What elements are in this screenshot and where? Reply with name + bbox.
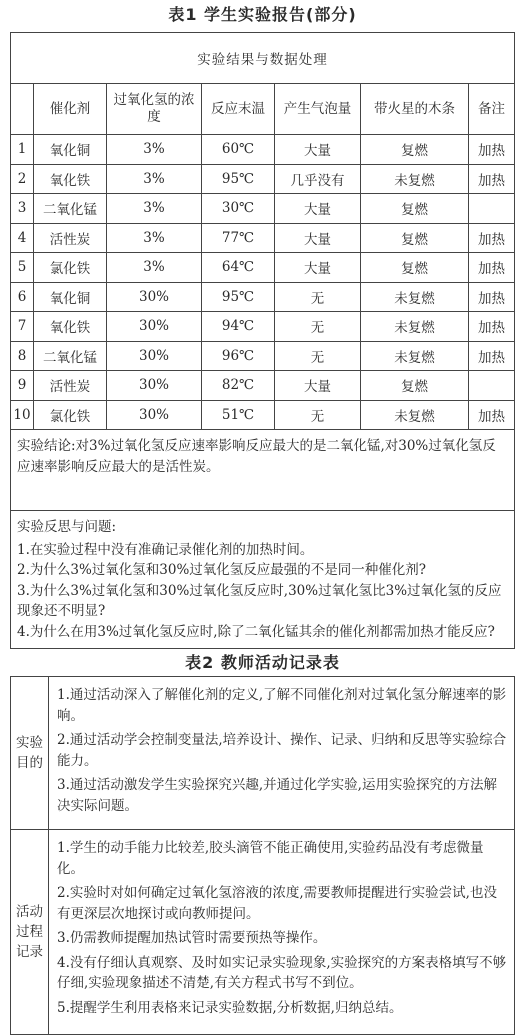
reflection-item: 4.为什么在用3%过氧化氢反应时,除了二氧化锰其余的催化剂都需加热才能反应? (17, 623, 495, 640)
header-cell: 催化剂 (34, 84, 107, 135)
table-row (11, 253, 515, 283)
table-cell: 30% (107, 312, 202, 342)
table-cell: 无 (275, 312, 361, 342)
goal-item: 2.通过活动学会控制变量法,培养设计、操作、记录、归纳和反思等实验综合能力。 (57, 732, 507, 769)
process-label-line: 活动 (16, 904, 43, 920)
table-cell: 复燃 (361, 135, 469, 165)
table-cell: 无 (275, 400, 361, 430)
student-report-table (10, 32, 515, 649)
table-cell: 氧化铜 (34, 282, 107, 312)
header-cell: 反应末温 (202, 84, 275, 135)
table-cell: 氧化铁 (34, 164, 107, 194)
table-cell: 96℃ (202, 341, 275, 371)
table-cell: 无 (275, 341, 361, 371)
table-cell: 大量 (275, 135, 361, 165)
process-item: 5.提醒学生利用表格来记录实验数据,分析数据,归纳总结。 (57, 999, 403, 1016)
table-row (11, 312, 515, 342)
table1-caption: 表1 学生实验报告(部分) (168, 5, 357, 24)
table-cell: 二氧化锰 (34, 341, 107, 371)
table-cell: 10 (11, 400, 34, 430)
table-cell: 无 (275, 282, 361, 312)
process-label (11, 830, 49, 1035)
table-cell: 加热 (469, 253, 515, 283)
table-cell: 8 (11, 341, 34, 371)
experiment-reflection (11, 511, 515, 649)
table-row (11, 194, 515, 224)
table-row (11, 164, 515, 194)
header-cell: 备注 (469, 84, 515, 135)
table-cell: 氧化铁 (34, 312, 107, 342)
header-cell: 带火星的木条 (361, 84, 469, 135)
process-list (49, 830, 515, 1035)
table-cell: 2 (11, 164, 34, 194)
table-cell: 51℃ (202, 400, 275, 430)
table-cell: 30% (107, 400, 202, 430)
table1-body (11, 135, 515, 430)
process-item: 2.实验时对如何确定过氧化氢溶液的浓度,需要教师提醒进行实验尝试,也没有更深层次地探讨或向教师提问。 (57, 885, 497, 922)
table-cell: 5 (11, 253, 34, 283)
table-cell: 活性炭 (34, 371, 107, 401)
table-cell: 60℃ (202, 135, 275, 165)
goal-row (11, 677, 515, 830)
table-cell: 加热 (469, 312, 515, 342)
table-cell: 30℃ (202, 194, 275, 224)
table-row (11, 282, 515, 312)
table-cell: 复燃 (361, 371, 469, 401)
table-cell: 30% (107, 282, 202, 312)
process-label-line: 记录 (16, 944, 43, 960)
table-cell: 大量 (275, 223, 361, 253)
table-cell: 3% (107, 194, 202, 224)
table-cell (469, 371, 515, 401)
table-cell: 82℃ (202, 371, 275, 401)
process-item: 3.仍需教师提醒加热试管时需要预热等操作。 (57, 930, 327, 946)
table-cell: 3% (107, 135, 202, 165)
process-label-line: 过程 (16, 924, 43, 940)
table-cell: 活性炭 (34, 223, 107, 253)
table2-caption: 表2 教师活动记录表 (185, 653, 340, 672)
table-row (11, 400, 515, 430)
table-cell: 64℃ (202, 253, 275, 283)
table-cell: 二氧化锰 (34, 194, 107, 224)
reflection-item: 1.在实验过程中没有准确记录催化剂的加热时间。 (17, 541, 314, 558)
header-cell: 过氧化氢的浓度 (107, 84, 202, 135)
table-cell: 加热 (469, 223, 515, 253)
goal-label-line: 目的 (16, 755, 43, 771)
table-cell: 加热 (469, 400, 515, 430)
table1-header-row (11, 84, 515, 135)
table-cell: 加热 (469, 341, 515, 371)
process-item: 4.没有仔细认真观察、及时如实记录实验现象,实验探究的方案表格填写不够仔细,实验现象描述不清楚,有关方程式书写不到位。 (57, 954, 507, 991)
header-cell (11, 84, 34, 135)
goal-label-line: 实验 (16, 735, 43, 751)
table-cell: 3% (107, 164, 202, 194)
table1-title: 实验结果与数据处理 (11, 33, 515, 84)
table-row (11, 341, 515, 371)
table-cell: 3% (107, 253, 202, 283)
table-cell: 大量 (275, 371, 361, 401)
goal-item: 3.通过活动激发学生实验探究兴趣,并通过化学实验,运用实验探究的方法解决实际问题。 (57, 777, 497, 814)
reflection-item: 3.为什么3%过氧化氢和30%过氧化氢反应时,30%过氧化氢比3%过氧化氢的反应现象还不明显? (17, 582, 502, 619)
experiment-conclusion: 实验结论:对3%过氧化氢反应速率影响反应最大的是二氧化锰,对30%过氧化氢反应速率影响反应最大的是活性炭。 (11, 430, 515, 511)
table-row (11, 223, 515, 253)
table-cell: 3 (11, 194, 34, 224)
table-cell: 加热 (469, 164, 515, 194)
table-cell: 几乎没有 (275, 164, 361, 194)
reflection-title: 实验反思与问题: (17, 519, 117, 535)
table-cell: 6 (11, 282, 34, 312)
table-cell: 加热 (469, 282, 515, 312)
table-cell: 氯化铁 (34, 400, 107, 430)
table-cell: 3% (107, 223, 202, 253)
table-cell: 大量 (275, 253, 361, 283)
table-row (11, 135, 515, 165)
table-cell: 4 (11, 223, 34, 253)
table-row (11, 371, 515, 401)
table-cell: 30% (107, 341, 202, 371)
table-cell: 95℃ (202, 164, 275, 194)
goal-label (11, 677, 49, 830)
goal-list (49, 677, 515, 830)
table-cell: 未复燃 (361, 312, 469, 342)
table-cell: 加热 (469, 135, 515, 165)
table-cell: 30% (107, 371, 202, 401)
table-cell: 未复燃 (361, 341, 469, 371)
table-cell: 复燃 (361, 194, 469, 224)
process-row (11, 830, 515, 1035)
table-cell: 94℃ (202, 312, 275, 342)
table-cell: 未复燃 (361, 282, 469, 312)
reflection-item: 2.为什么3%过氧化氢和30%过氧化氢反应最强的不是同一种催化剂? (17, 562, 427, 578)
table-cell (469, 194, 515, 224)
goal-item: 1.通过活动深入了解催化剂的定义,了解不同催化剂对过氧化氢分解速率的影响。 (57, 687, 507, 724)
table-cell: 7 (11, 312, 34, 342)
teacher-record-table (10, 676, 515, 1035)
table-cell: 95℃ (202, 282, 275, 312)
table-cell: 复燃 (361, 223, 469, 253)
table-cell: 77℃ (202, 223, 275, 253)
table-cell: 9 (11, 371, 34, 401)
process-item: 1.学生的动手能力比较差,胶头滴管不能正确使用,实验药品没有考虑微量化。 (57, 840, 484, 877)
table-cell: 氧化铜 (34, 135, 107, 165)
table-cell: 大量 (275, 194, 361, 224)
table-cell: 氯化铁 (34, 253, 107, 283)
table-cell: 未复燃 (361, 164, 469, 194)
table-cell: 1 (11, 135, 34, 165)
header-cell: 产生气泡量 (275, 84, 361, 135)
table-cell: 复燃 (361, 253, 469, 283)
table-cell: 未复燃 (361, 400, 469, 430)
